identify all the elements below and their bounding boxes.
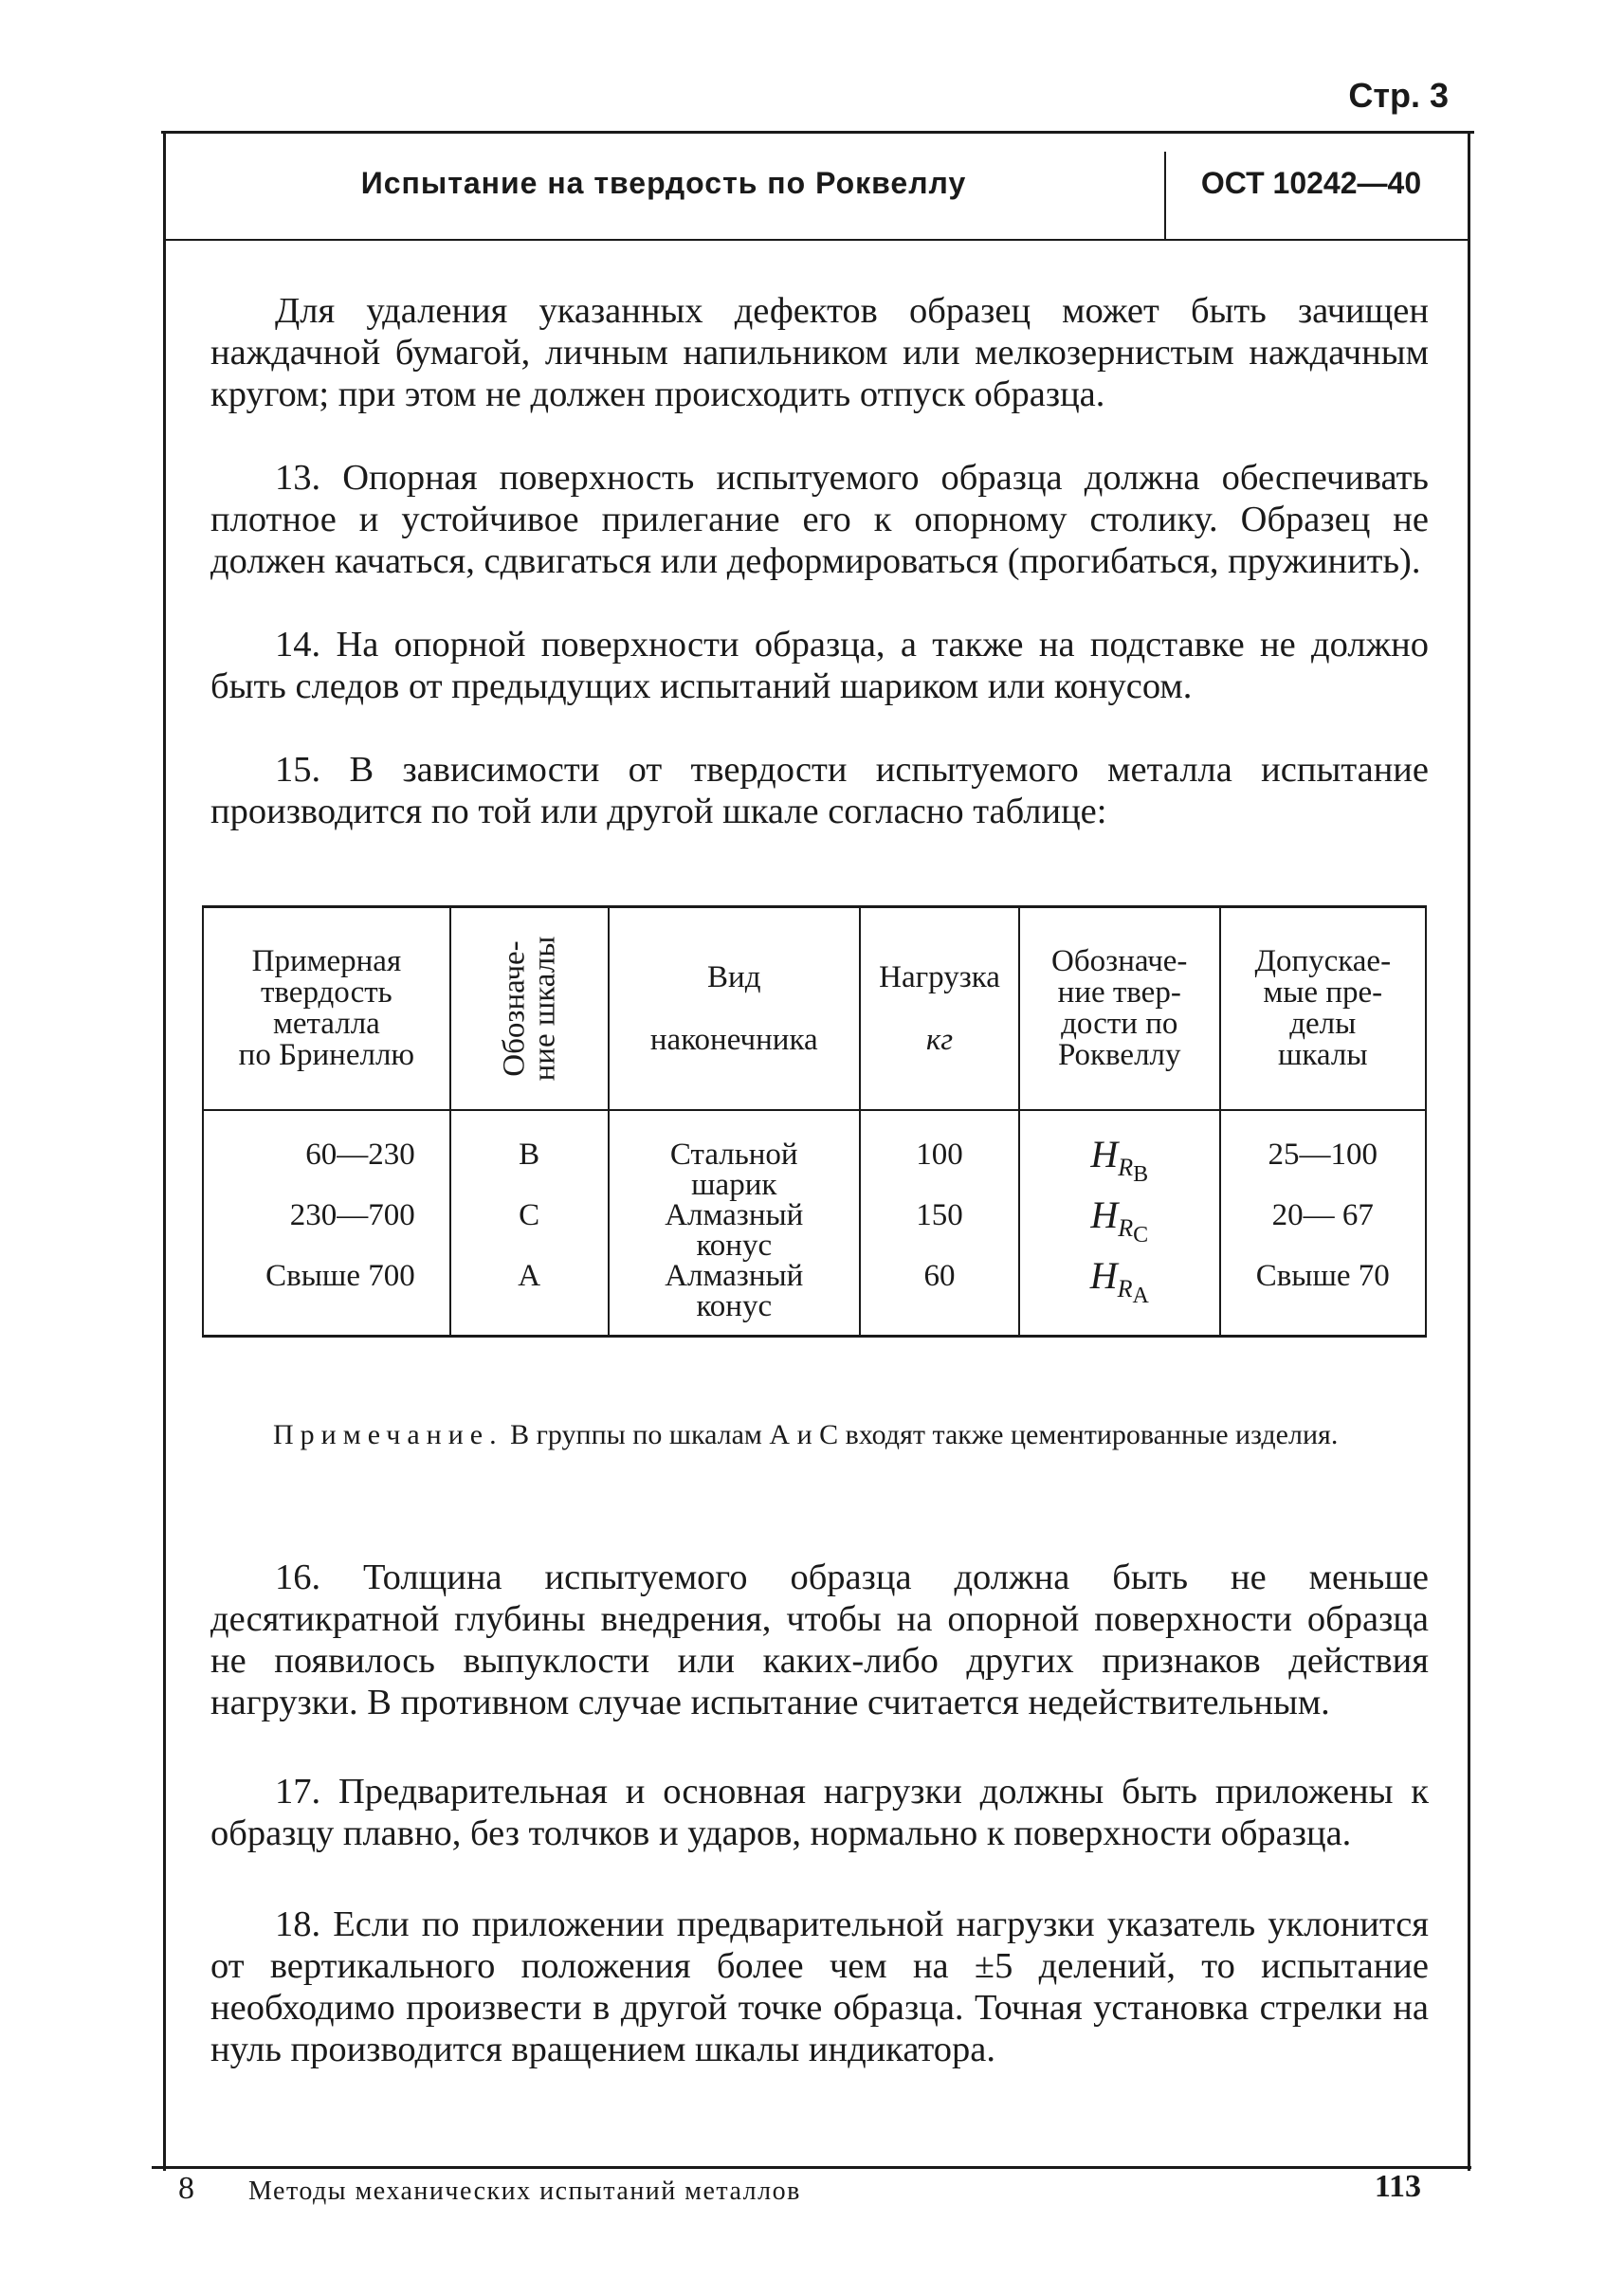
- col-header-limits-line1: Допускае-: [1254, 944, 1392, 978]
- rockwell-symbol: [1090, 1133, 1149, 1188]
- page-label: Стр. 3: [1348, 76, 1449, 115]
- col-header-limits-line2: мые пре-: [1263, 975, 1383, 1010]
- paragraph-14: 14. На опорной поверхности образца, а также на подставке не должно быть следов от предыдущих испытаний шариком или конусом.: [210, 625, 1429, 706]
- paragraph-13: 13. Опорная поверхность испытуемого образца должна обеспечивать плотное и устойчивое прилегание его к опорному столику. Образец не должен качаться, сдвигаться или деформироваться (прогибаться, пружинить).: [210, 458, 1429, 581]
- left-frame-rule: [163, 133, 166, 2171]
- col-header-tip-line1: Вид: [707, 959, 761, 994]
- col-header-brinell-line1: Примерная: [251, 944, 402, 978]
- hardness-scale-table: [202, 905, 1427, 1338]
- header-standard-code: ОСТ 10242—40: [1200, 166, 1422, 200]
- cell-scale: A: [450, 1261, 609, 1337]
- cell-brinell: 230—700: [203, 1200, 450, 1261]
- cell-rockwell: [1019, 1193, 1220, 1261]
- col-header-rockwell-line3: дости по: [1061, 1007, 1178, 1041]
- footer-page-number: 113: [1374, 2169, 1421, 2204]
- cell-scale: C: [450, 1200, 609, 1261]
- cell-rockwell: [1019, 1110, 1220, 1200]
- col-header-limits-line3: делы: [1289, 1007, 1357, 1041]
- cell-load: 60: [860, 1261, 1019, 1337]
- paragraph-16: 16. Толщина испытуемого образца должна быть не меньше десятикратной глубины внедрения, чтобы на опорной поверхности образца не появилось выпуклости или каких-либо других признаков действия нагрузки. В противном случае испытание считается недействительным.: [210, 1557, 1429, 1722]
- table-note-text: В группы по шкалам А и С входят также цементированные изделия.: [510, 1419, 1339, 1450]
- rockwell-symbol-base: H: [1090, 1133, 1119, 1175]
- paragraph-15: 15. В зависимости от твердости испытуемого металла испытание производится по той или другой шкале согласно таблице:: [210, 750, 1429, 831]
- cell-limits: 25—100: [1220, 1110, 1426, 1200]
- col-header-brinell-line4: по Бринеллю: [238, 1038, 415, 1072]
- rockwell-symbol-sub: R: [1118, 1214, 1134, 1242]
- header-title: Испытание на твердость по Роквеллу: [360, 166, 967, 200]
- col-header-brinell-line3: металла: [272, 1007, 380, 1041]
- table-note-label: Примечание.: [273, 1419, 503, 1450]
- cell-tip-line2: конус: [696, 1229, 773, 1263]
- cell-brinell: Свыше 700: [203, 1261, 450, 1337]
- rockwell-symbol-base: H: [1089, 1254, 1118, 1297]
- right-frame-rule: [1468, 133, 1470, 2171]
- col-header-tip: [609, 907, 861, 1111]
- cell-tip-line1: Алмазный: [665, 1198, 804, 1232]
- col-header-brinell-line2: твердость: [260, 975, 392, 1010]
- table-row: [203, 1261, 1426, 1337]
- col-header-rockwell-line1: Обозначе-: [1051, 944, 1188, 978]
- col-header-tip-line2: наконечника: [649, 1022, 818, 1057]
- col-header-scale: [450, 907, 609, 1111]
- col-header-limits-line4: шкалы: [1277, 1038, 1368, 1072]
- table-row: [203, 1110, 1426, 1200]
- col-header-brinell: [203, 907, 450, 1111]
- col-header-rockwell-line4: Роквеллу: [1057, 1038, 1181, 1072]
- paragraph-18: 18. Если по приложении предварительной нагрузки указатель уклонится от вертикального положения более чем на ±5 делений, то испытание необходимо произвести в другой точке образца. Точная установка стрелки на нуль производится вращением шкалы индикатора.: [210, 1904, 1429, 2069]
- cell-tip: [609, 1200, 861, 1261]
- rockwell-symbol: [1090, 1193, 1149, 1248]
- col-header-load-line1: Нагрузка: [879, 959, 1000, 994]
- col-header-load-unit: кг: [925, 1022, 954, 1057]
- table-row: [203, 1200, 1426, 1261]
- header-top-rule: [161, 131, 1474, 134]
- cell-limits: Свыше 70: [1220, 1261, 1426, 1337]
- rockwell-symbol-subsub: A: [1132, 1284, 1149, 1309]
- rockwell-symbol-base: H: [1090, 1193, 1119, 1236]
- col-header-scale-line2: ние шкалы: [527, 936, 562, 1081]
- cell-rockwell: [1019, 1254, 1220, 1337]
- cell-tip: [609, 1261, 861, 1337]
- paragraph-17: 17. Предварительная и основная нагрузки должны быть приложены к образцу плавно, без толчков и ударов, нормально к поверхности образца.: [210, 1772, 1429, 1853]
- footer-section-number: 8: [178, 2171, 194, 2206]
- col-header-rockwell: [1019, 907, 1220, 1111]
- table-header-row: [203, 907, 1426, 1111]
- cell-tip-line2: конус: [696, 1289, 773, 1323]
- cell-tip-line1: Стальной: [669, 1138, 798, 1172]
- cell-load: 100: [860, 1110, 1019, 1200]
- rockwell-symbol-subsub: C: [1133, 1223, 1149, 1248]
- rockwell-symbol-sub: R: [1118, 1154, 1134, 1181]
- col-header-scale-rotated: [497, 936, 562, 1081]
- cell-brinell: 60—230: [203, 1110, 450, 1200]
- cell-tip: [609, 1110, 861, 1200]
- rockwell-symbol-sub: R: [1117, 1275, 1133, 1302]
- cell-load: 150: [860, 1200, 1019, 1261]
- paragraph-intro: Для удаления указанных дефектов образец может быть зачищен наждачной бумагой, личным напильником или мелкозернистым наждачным кругом; при этом не должен происходить отпуск образца.: [210, 291, 1429, 414]
- cell-scale: B: [450, 1110, 609, 1200]
- cell-tip-line1: Алмазный: [665, 1259, 804, 1293]
- rockwell-symbol: [1089, 1254, 1149, 1309]
- col-header-rockwell-line2: ние твер-: [1057, 975, 1181, 1010]
- col-header-load: [860, 907, 1019, 1111]
- rockwell-symbol-subsub: B: [1133, 1162, 1149, 1188]
- header-bottom-rule: [166, 239, 1469, 241]
- cell-tip-line2: шарик: [691, 1168, 777, 1202]
- table-note: [273, 1419, 1411, 1451]
- footer-book-title: Методы механических испытаний металлов: [248, 2177, 801, 2206]
- footer-rule: [152, 2166, 1471, 2169]
- cell-limits: 20— 67: [1220, 1200, 1426, 1261]
- col-header-limits: [1220, 907, 1426, 1111]
- col-header-scale-line1: Обозначе-: [497, 939, 532, 1077]
